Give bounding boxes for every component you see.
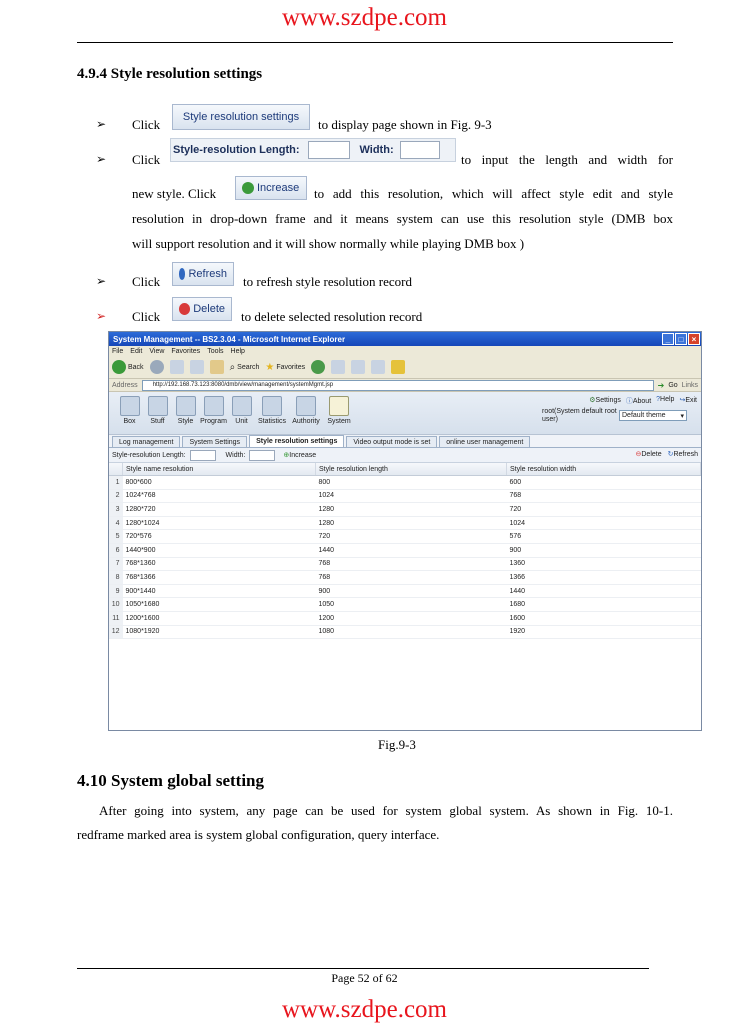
settings-label: Settings	[595, 397, 621, 404]
paragraph-line: After going into system, any page can be used for system global system. As shown in Fig. 10-1.	[99, 803, 673, 818]
folder-icon[interactable]	[391, 360, 405, 374]
browser-toolbar	[109, 356, 701, 379]
table-cell: 800*600	[123, 476, 316, 490]
stop-icon[interactable]	[170, 360, 184, 374]
click-label: Click	[132, 117, 161, 132]
forward-arrow-icon[interactable]	[150, 360, 164, 374]
back-label: Back	[128, 363, 144, 371]
mail-icon[interactable]	[331, 360, 345, 374]
table-cell: 720	[316, 530, 507, 544]
print-icon[interactable]	[351, 360, 365, 374]
table-cell: 768	[316, 571, 507, 585]
settings-link[interactable]	[589, 396, 621, 406]
style-resolution-settings-button-image	[172, 104, 310, 130]
table-cell: 1680	[507, 598, 701, 612]
delete-button[interactable]	[636, 450, 662, 458]
section-title: 4.10 System global setting	[77, 771, 264, 790]
table-row[interactable]	[109, 625, 701, 639]
button-label: Delete	[193, 303, 225, 315]
close-icon[interactable]: ×	[688, 333, 700, 345]
table-cell: 1280*720	[123, 503, 316, 517]
bullet-text: to input the length and width for	[461, 152, 673, 167]
nav-statistics[interactable]	[257, 396, 287, 425]
table-cell: 1920	[507, 625, 701, 639]
style-icon	[176, 396, 196, 416]
search-button[interactable]	[230, 362, 260, 373]
row-number: 6	[109, 543, 123, 557]
click-label: Click	[132, 274, 161, 289]
nav-system[interactable]	[325, 396, 353, 425]
delete-icon: ⊖	[635, 451, 642, 458]
row-number: 2	[109, 489, 123, 503]
edit-icon[interactable]	[371, 360, 385, 374]
row-number: 12	[109, 625, 123, 639]
table-cell: 1200*1600	[123, 611, 316, 625]
search-icon: ⌕	[229, 361, 236, 373]
table-cell: 900	[507, 543, 701, 557]
menu-file[interactable]: File	[112, 347, 124, 355]
table-cell: 1024*768	[123, 489, 316, 503]
bullet-text: to refresh style resolution record	[243, 274, 412, 289]
exit-label: Exit	[685, 397, 697, 404]
length-input-image	[308, 141, 350, 159]
table-row[interactable]	[109, 476, 701, 490]
width-input[interactable]	[249, 450, 275, 461]
table-cell: 1280*1024	[123, 516, 316, 530]
system-icon	[329, 396, 349, 416]
table-row[interactable]	[109, 571, 701, 585]
help-link[interactable]	[656, 396, 674, 406]
back-button[interactable]	[112, 360, 144, 374]
length-label: Style-resolution Length:	[173, 144, 300, 156]
width-label: Width:	[359, 144, 394, 156]
table-cell: 1024	[507, 516, 701, 530]
table-row[interactable]	[109, 584, 701, 598]
table-cell: 576	[507, 530, 701, 544]
header-watermark: www.szdpe.com	[281, 4, 447, 31]
tab-bar	[109, 435, 701, 448]
box-icon	[120, 396, 140, 416]
favorites-label: Favorites	[276, 363, 306, 371]
table-row[interactable]	[109, 557, 701, 571]
delete-button-image	[172, 297, 232, 321]
page-number: Page 52 of 62	[331, 971, 398, 985]
row-number: 4	[109, 516, 123, 530]
address-label: Address	[112, 381, 138, 389]
address-url: http://192.168.73.123:8080/dmb/view/management/systemMgmt.jsp	[152, 382, 334, 388]
footer-watermark: www.szdpe.com	[281, 996, 447, 1023]
refresh-icon: ↻	[667, 451, 674, 458]
menu-bar	[109, 346, 701, 356]
nav-box[interactable]	[117, 396, 142, 425]
nav-label: System	[327, 418, 351, 425]
table-cell: 900	[316, 584, 507, 598]
statistics-icon	[262, 396, 282, 416]
resolution-table	[109, 463, 701, 639]
row-number: 1	[109, 476, 123, 490]
table-cell: 768	[507, 489, 701, 503]
table-cell: 800	[316, 476, 507, 490]
unit-icon	[232, 396, 252, 416]
delete-label: Delete	[641, 451, 662, 458]
row-number-header	[109, 463, 123, 476]
bullet-text-line3: resolution in drop-down frame and it means system can use this resolution style (DMB box	[132, 211, 673, 226]
window-titlebar	[109, 332, 701, 346]
row-number: 8	[109, 571, 123, 585]
nav-label: Unit	[235, 418, 248, 425]
header-rule	[77, 42, 673, 43]
figure-screenshot	[108, 331, 702, 731]
footer-rule	[77, 968, 649, 969]
refresh-label: Refresh	[673, 451, 698, 458]
row-number: 5	[109, 530, 123, 544]
table-cell: 1080*1920	[123, 625, 316, 639]
table-row[interactable]	[109, 489, 701, 503]
row-number: 7	[109, 557, 123, 571]
nav-label: Box	[123, 418, 136, 425]
row-number: 9	[109, 584, 123, 598]
plus-icon: ⊕	[283, 452, 290, 459]
table-row[interactable]	[109, 516, 701, 530]
bullet-arrow-icon: ➢	[96, 274, 107, 288]
table-row[interactable]	[109, 503, 701, 517]
increase-button[interactable]	[283, 451, 316, 459]
length-input[interactable]	[190, 450, 216, 461]
increase-label: Increase	[289, 452, 317, 459]
address-input[interactable]	[142, 380, 654, 391]
tab-log-management[interactable]: Log management	[112, 436, 180, 447]
nav-label: Style	[177, 418, 194, 425]
nav-stuff[interactable]	[145, 396, 170, 425]
bullet-text-line2-pre: new style. Click	[132, 186, 217, 201]
table-row[interactable]	[109, 598, 701, 612]
table-row[interactable]	[109, 530, 701, 544]
table-cell: 600	[507, 476, 701, 490]
width-input-image	[400, 141, 440, 159]
exit-icon: ↪	[679, 397, 686, 404]
stuff-icon	[148, 396, 168, 416]
button-label: Refresh	[188, 268, 227, 280]
nav-unit[interactable]	[229, 396, 254, 425]
tab-online-user-management[interactable]: online user management	[439, 436, 530, 447]
paragraph-line: redframe marked area is system global configuration, query interface.	[77, 827, 440, 842]
table-row[interactable]	[109, 611, 701, 625]
menu-favorites[interactable]: Favorites	[171, 347, 201, 355]
refresh-icon	[179, 268, 185, 280]
table-cell: 720	[507, 503, 701, 517]
table-header-row	[109, 463, 701, 476]
table-cell: 1360	[507, 557, 701, 571]
info-icon: ⓘ	[625, 398, 633, 405]
table-cell: 1200	[316, 611, 507, 625]
length-label: Style-resolution Length:	[112, 451, 186, 459]
help-label: Help	[660, 396, 675, 403]
column-header[interactable]: Style resolution width	[507, 463, 701, 476]
module-nav	[117, 396, 353, 425]
delete-icon	[179, 303, 190, 315]
gear-icon: ⚙	[589, 397, 596, 404]
menu-view[interactable]: View	[149, 347, 165, 355]
bullet-arrow-icon: ➢	[96, 117, 107, 131]
star-icon: ★	[265, 361, 275, 373]
column-header[interactable]: Style resolution length	[316, 463, 507, 476]
table-cell: 768*1360	[123, 557, 316, 571]
table-cell: 900*1440	[123, 584, 316, 598]
go-arrow-icon[interactable]: ➔	[657, 380, 665, 390]
home-icon[interactable]	[210, 360, 224, 374]
chevron-down-icon: ▾	[680, 412, 684, 420]
current-user: root(System default root user)	[542, 408, 617, 423]
table-cell: 1600	[507, 611, 701, 625]
back-arrow-icon	[112, 360, 126, 374]
address-bar	[109, 379, 701, 392]
about-link[interactable]	[626, 396, 651, 406]
plus-icon	[242, 182, 254, 194]
click-label: Click	[132, 309, 161, 324]
program-icon	[204, 396, 224, 416]
button-label: Style resolution settings	[182, 111, 300, 123]
menu-help[interactable]: Help	[230, 347, 245, 355]
table-cell: 1440	[507, 584, 701, 598]
button-label: Increase	[257, 182, 300, 194]
bullet-text-line4: will support resolution and it will show normally while playing DMB box )	[132, 236, 525, 251]
table-cell: 1080	[316, 625, 507, 639]
minimize-icon[interactable]: _	[662, 333, 674, 345]
row-number: 10	[109, 598, 123, 612]
section-title: 4.9.4 Style resolution settings	[77, 66, 263, 82]
nav-program[interactable]	[201, 396, 226, 425]
row-number: 3	[109, 503, 123, 517]
top-links	[589, 396, 697, 406]
table-row[interactable]	[109, 543, 701, 557]
exit-link[interactable]	[679, 396, 697, 406]
table-cell: 1280	[316, 503, 507, 517]
table-cell: 1440	[316, 543, 507, 557]
menu-edit[interactable]: Edit	[130, 347, 143, 355]
table-cell: 1024	[316, 489, 507, 503]
nav-style[interactable]	[173, 396, 198, 425]
bullet-text: to delete selected resolution record	[241, 309, 423, 324]
width-label: Width:	[225, 451, 246, 459]
tab-system-settings[interactable]: System Settings	[182, 436, 247, 447]
bullet-text-line2-post: to add this resolution, which will affect style edit and style	[314, 186, 673, 201]
table-cell: 1050*1680	[123, 598, 316, 612]
nav-authority[interactable]	[290, 396, 322, 425]
tab-style-resolution-settings[interactable]: Style resolution settings	[249, 435, 344, 447]
theme-value: Default theme	[622, 412, 666, 419]
bullet-arrow-icon: ➢	[96, 309, 107, 323]
table-cell: 1050	[316, 598, 507, 612]
theme-select[interactable]	[619, 410, 687, 421]
refresh-button-image	[172, 262, 234, 286]
bullet-text: to display page shown in Fig. 9-3	[318, 117, 492, 132]
figure-caption: Fig.9-3	[378, 737, 416, 752]
length-width-field-image	[170, 138, 456, 162]
table-cell: 720*576	[123, 530, 316, 544]
grid-toolbar	[109, 448, 701, 463]
tab-video-output-mode[interactable]: Video output mode is set	[346, 436, 437, 447]
search-label: Search	[237, 363, 260, 371]
nav-label: Statistics	[257, 418, 286, 425]
help-icon: ?	[656, 396, 661, 403]
row-number: 11	[109, 611, 123, 625]
about-label: About	[632, 398, 652, 405]
bullet-arrow-icon: ➢	[96, 152, 107, 166]
increase-button-image	[235, 176, 307, 200]
menu-tools[interactable]: Tools	[207, 347, 224, 355]
refresh-button[interactable]	[668, 450, 698, 458]
table-cell: 1366	[507, 571, 701, 585]
table-cell: 1280	[316, 516, 507, 530]
links-label[interactable]: Links	[681, 381, 698, 389]
nav-label: Stuff	[150, 418, 165, 425]
history-icon[interactable]	[311, 360, 325, 374]
column-header[interactable]: Style name resolution	[123, 463, 316, 476]
go-button[interactable]: Go	[668, 381, 678, 389]
window-title: System Management -- BS2.3.04 - Microsoft Internet Explorer	[113, 334, 346, 344]
nav-label: Program	[200, 418, 227, 425]
app-header	[109, 392, 701, 435]
favorites-button[interactable]	[265, 362, 305, 373]
maximize-icon[interactable]: □	[675, 333, 687, 345]
nav-label: Authority	[292, 418, 320, 425]
table-cell: 1440*900	[123, 543, 316, 557]
authority-icon	[296, 396, 316, 416]
table-cell: 768*1366	[123, 571, 316, 585]
table-cell: 768	[316, 557, 507, 571]
refresh-page-icon[interactable]	[190, 360, 204, 374]
click-label: Click	[132, 152, 161, 167]
